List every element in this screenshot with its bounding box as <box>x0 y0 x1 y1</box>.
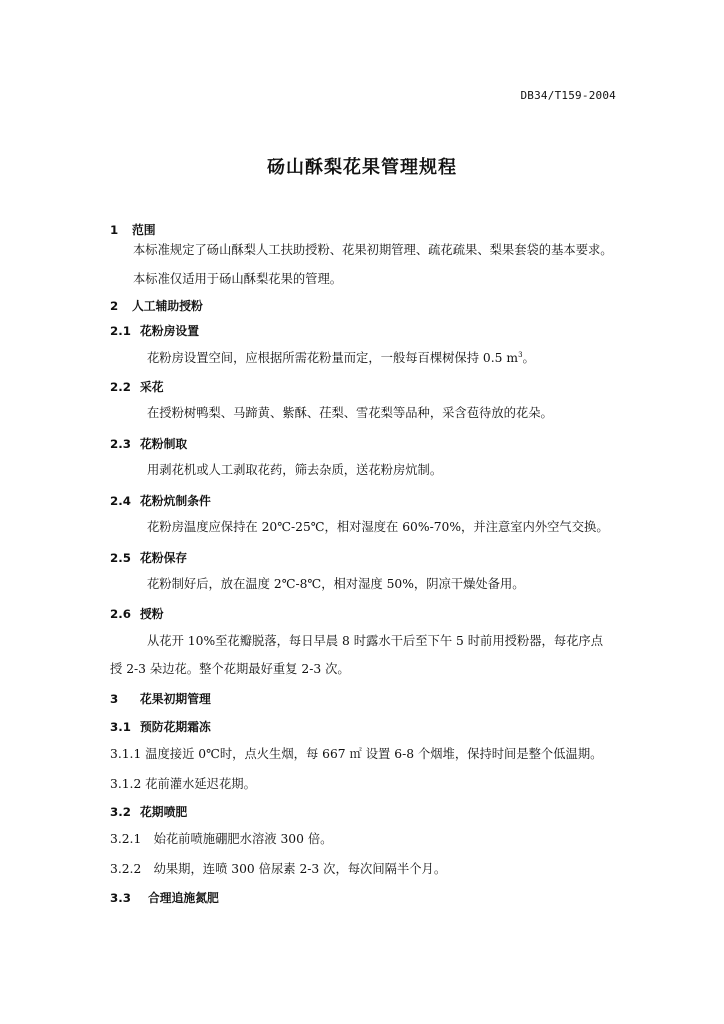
section-1-heading <box>110 221 156 239</box>
section-2-4-heading <box>110 492 211 510</box>
paragraph-text: 花粉房设置空间，应根据所需花粉量而定，一般每百棵树保持 0.5 m <box>147 351 519 366</box>
paragraph: 花粉制好后，放在温度 2℃-8℃，相对湿度 50%，阴凉干燥处备用。 <box>147 577 525 591</box>
section-title: 花粉保存 <box>140 551 188 565</box>
clause-item: 3.2.1 始花前喷施硼肥水溶液 300 倍。 <box>110 832 333 846</box>
section-number: 3 <box>110 692 119 706</box>
paragraph: 用剥花机或人工剥取花药，筛去杂质，送花粉房炕制。 <box>147 463 443 477</box>
section-2-1-heading <box>110 322 199 340</box>
section-3-2-heading <box>110 803 187 821</box>
section-3-heading <box>110 690 211 708</box>
section-number: 2.2 <box>110 380 131 394</box>
section-number: 2 <box>110 299 119 313</box>
section-2-2-heading <box>110 378 164 396</box>
paragraph: 本标准仅适用于砀山酥梨花果的管理。 <box>133 272 343 286</box>
superscript: 3 <box>518 351 523 359</box>
paragraph <box>147 346 535 367</box>
section-number: 1 <box>110 223 119 237</box>
clause-item: 3.2.2 幼果期，连喷 300 倍尿素 2-3 次，每次间隔半个月。 <box>110 862 447 876</box>
section-title: 范围 <box>132 223 156 237</box>
section-number: 2.3 <box>110 437 131 451</box>
section-2-heading <box>110 297 203 315</box>
section-2-5-heading <box>110 549 187 567</box>
section-number: 2.1 <box>110 324 131 338</box>
section-title: 花粉炕制条件 <box>140 494 211 508</box>
section-number: 2.4 <box>110 494 131 508</box>
section-number: 2.6 <box>110 607 131 621</box>
paragraph-tail: 。 <box>522 351 535 366</box>
section-title: 授粉 <box>140 607 164 621</box>
clause-item: 3.1.1 温度接近 0℃时，点火生烟，每 667 ㎡ 设置 6-8 个烟堆，保持时间是整个低温期。 <box>110 747 603 761</box>
section-title: 人工辅助授粉 <box>132 299 203 313</box>
section-title: 花粉房设置 <box>140 324 199 338</box>
paragraph: 花粉房温度应保持在 20℃-25℃，相对湿度在 60%-70%，并注意室内外空气交换。 <box>147 520 609 534</box>
section-3-1-heading <box>110 718 211 736</box>
section-title: 花粉制取 <box>140 437 188 451</box>
document-title: 砀山酥梨花果管理规程 <box>267 157 457 178</box>
paragraph: 本标准规定了砀山酥梨人工扶助授粉、花果初期管理、疏花疏果、梨果套袋的基本要求。 <box>133 243 613 257</box>
section-3-3-heading <box>110 889 219 907</box>
section-2-3-heading <box>110 435 187 453</box>
section-title: 采花 <box>140 380 164 394</box>
section-number: 3.3 <box>110 891 131 905</box>
section-2-6-heading <box>110 605 164 623</box>
section-number: 2.5 <box>110 551 131 565</box>
section-title: 花期喷肥 <box>140 805 188 819</box>
section-number: 3.2 <box>110 805 131 819</box>
paragraph: 从花开 10%至花瓣脱落，每日早晨 8 时露水干后至下午 5 时前用授粉器，每花序点 <box>147 634 604 648</box>
paragraph: 在授粉树鸭梨、马蹄黄、紫酥、茌梨、雪花梨等品种，采含苞待放的花朵。 <box>147 406 553 420</box>
document-number: DB34/T159-2004 <box>520 89 616 102</box>
section-title: 合理追施氮肥 <box>148 891 219 905</box>
paragraph-continuation: 授 2-3 朵边花。整个花期最好重复 2-3 次。 <box>110 662 350 676</box>
section-title: 花果初期管理 <box>140 692 211 706</box>
section-number: 3.1 <box>110 720 131 734</box>
clause-item: 3.1.2 花前灌水延迟花期。 <box>110 777 256 791</box>
section-title: 预防花期霜冻 <box>140 720 211 734</box>
